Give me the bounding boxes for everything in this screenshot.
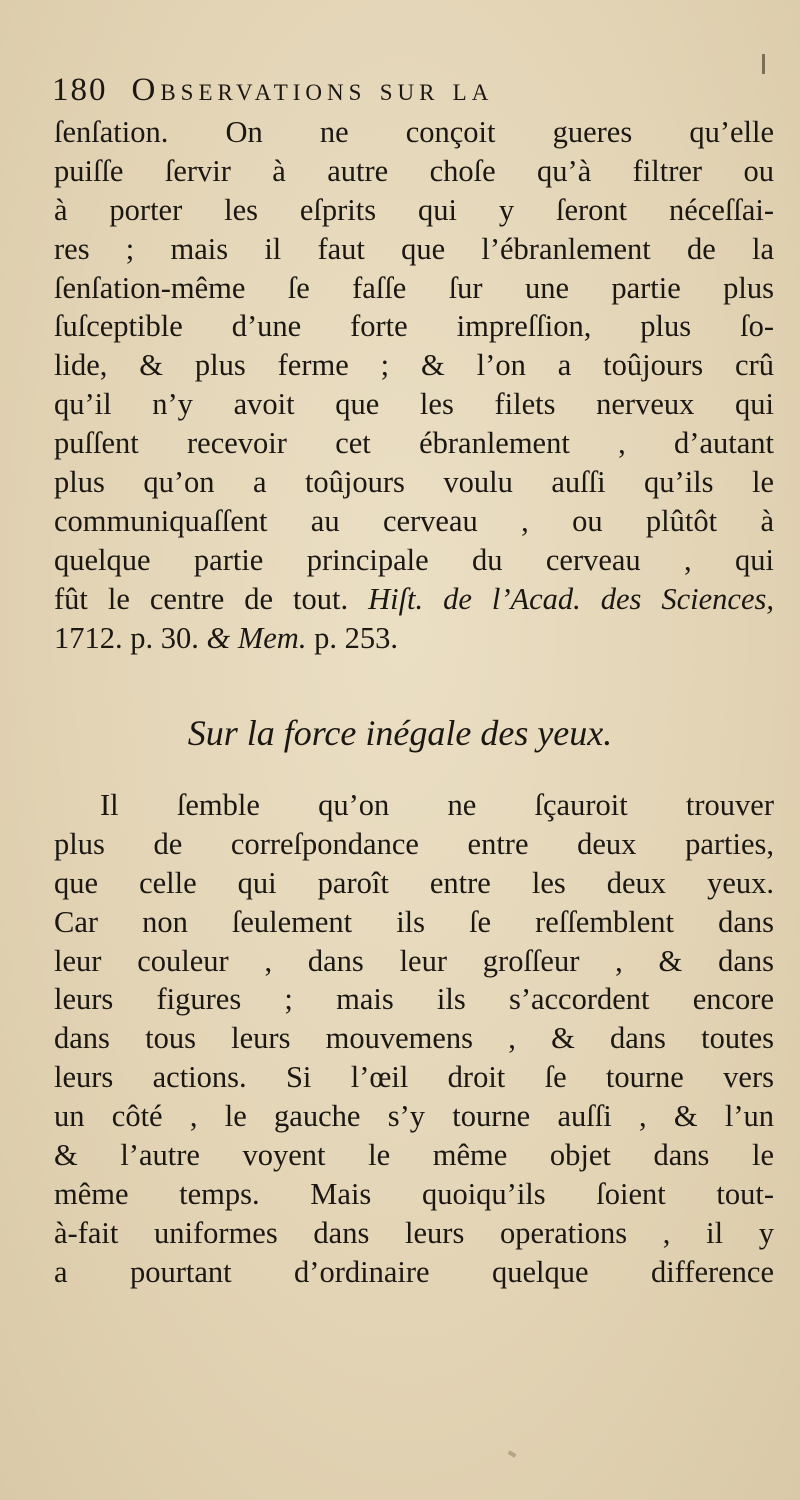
citation-connector: & <box>206 620 231 655</box>
running-head-title: Observations sur la <box>131 72 494 108</box>
page-number: 180 <box>52 72 108 108</box>
text-line: que celle qui paroît entre les deux yeux. <box>54 865 774 900</box>
text-line: leurs figures ; mais ils s’accordent encore <box>54 982 774 1017</box>
citation-source: Hiſt. de l’Acad. des Sciences, <box>368 581 774 616</box>
text-line: communiquaſſent au cerveau , ou plûtôt à <box>54 503 774 538</box>
text-line: puſſent recevoir cet ébranlement , d’autant <box>54 426 774 461</box>
citation-memoir-page: p. 253. <box>314 620 398 655</box>
text-line: res ; mais il faut que l’ébranlement de la <box>54 231 774 266</box>
text-line: lide, & plus ferme ; & l’on a toûjours crû <box>54 348 774 383</box>
section-heading: Sur la force inégale des yeux. <box>187 713 613 753</box>
text-line: leur couleur , dans leur groſſeur , & dans <box>54 943 774 978</box>
citation-year-page: 1712. p. 30. <box>54 620 199 655</box>
text-line: ſenſation-même ſe faſſe ſur une partie plus <box>54 270 774 305</box>
ink-mark <box>762 54 765 74</box>
text-line: fût le centre de tout. <box>54 581 349 616</box>
text-line: à-fait uniformes dans leurs operations , il y <box>54 1215 774 1250</box>
text-line: ſuſceptible d’une forte impreſſion, plus ſo- <box>54 309 774 344</box>
text-line: Car non ſeulement ils ſe reſſemblent dans <box>54 904 774 939</box>
text-line: qu’il n’y avoit que les filets nerveux qui <box>54 387 774 422</box>
text-line: puiſſe ſervir à autre choſe qu’à filtrer ou <box>54 153 774 188</box>
text-line: à porter les eſprits qui y ſeront néceſſai- <box>54 192 774 227</box>
citation-memoir: Mem. <box>237 620 307 655</box>
text-line: a pourtant d’ordinaire quelque difference <box>54 1254 774 1289</box>
paragraph-1 <box>54 113 774 657</box>
text-line: plus de correſpondance entre deux parties, <box>54 826 774 861</box>
text-line: dans tous leurs mouvemens , & dans toutes <box>54 1021 774 1056</box>
citation-line <box>54 580 774 619</box>
text-line: quelque partie principale du cerveau , qui <box>54 542 774 577</box>
text-line: Il ſemble qu’on ne ſçauroit trouver <box>100 788 774 822</box>
citation-line <box>54 619 774 658</box>
running-head <box>52 72 772 112</box>
text-line: plus qu’on a toûjours voulu auſſi qu’ils le <box>54 465 774 500</box>
paper-blemish <box>508 1450 517 1457</box>
text-line: un côté , le gauche s’y tourne auſſi , & l’un <box>54 1099 774 1134</box>
text-line: même temps. Mais quoiqu’ils ſoient tout- <box>54 1176 774 1211</box>
text-line: & l’autre voyent le même objet dans le <box>54 1138 774 1173</box>
text-line: ſenſation. On ne conçoit gueres qu’elle <box>54 115 774 149</box>
text-line: leurs actions. Si l’œil droit ſe tourne vers <box>54 1060 774 1095</box>
paragraph-2 <box>54 786 774 1292</box>
